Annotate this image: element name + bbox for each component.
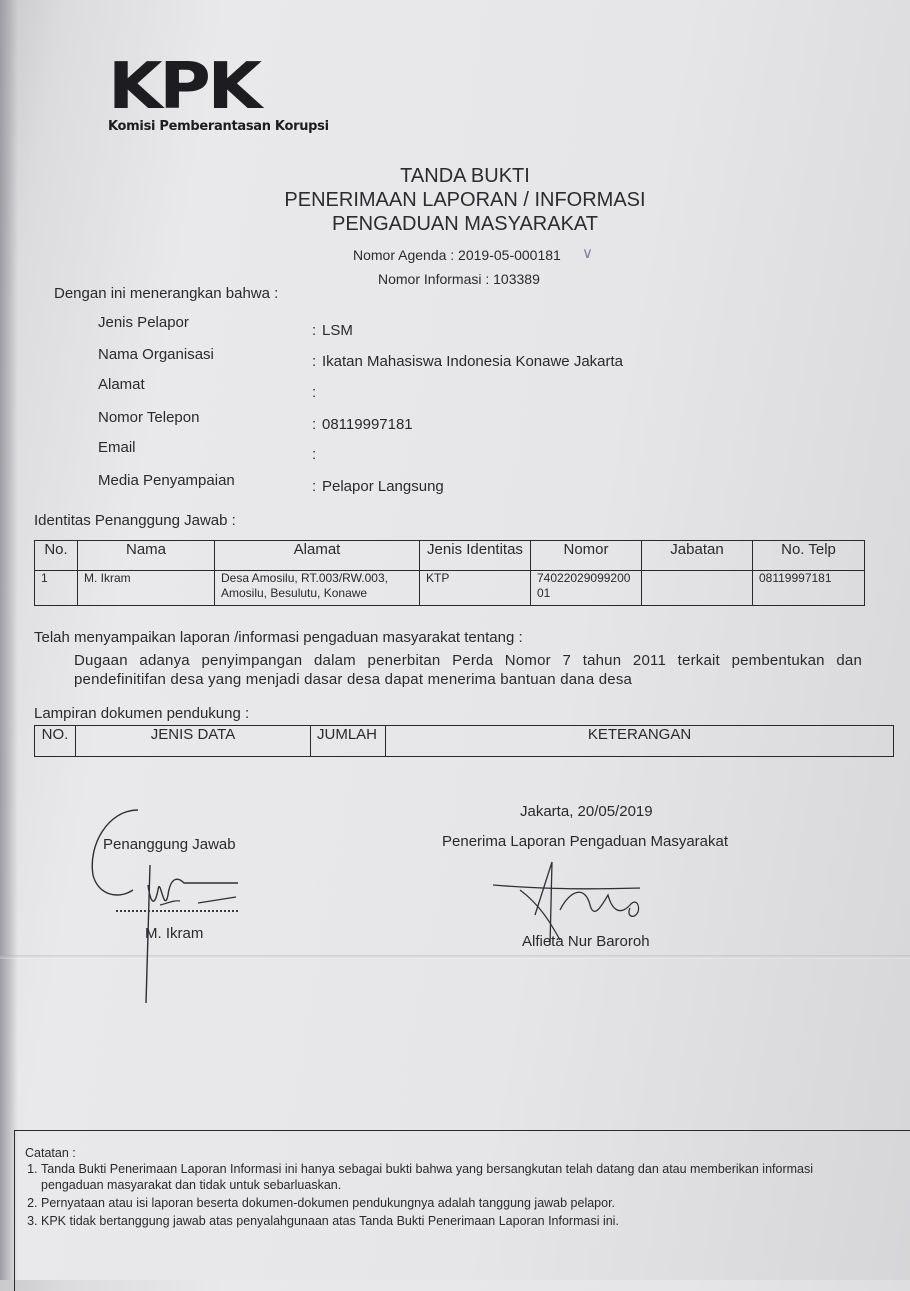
colon: : (312, 353, 317, 370)
logo-agency-name: Komisi Pemberantasan Korupsi (108, 119, 329, 134)
col-header: Alamat (215, 541, 420, 571)
notes-content (25, 1145, 875, 1231)
report-subject: Dugaan adanya penyimpangan dalam penerbitan Perda Nomor 7 tahun 2011 terkait pembentukan dan pendefinitifan desa yang menjadi dasar desa dapat menerima bantuan dana desa (74, 652, 862, 688)
cell-nomor-line2: 01 (537, 586, 551, 600)
signature-name-left: M. Ikram (145, 925, 204, 942)
handwritten-check-icon: ∨ (582, 245, 593, 262)
kpk-logo (108, 50, 329, 134)
cell-nomor-line1: 74022029099200 (537, 571, 631, 585)
cell-no-telp: 08119997181 (753, 571, 865, 606)
col-header: No. (35, 541, 78, 571)
cell-no: 1 (35, 571, 78, 606)
col-header: No. Telp (753, 541, 865, 571)
colon: : (312, 416, 317, 433)
col-header: NO. (35, 726, 76, 757)
nomor-agenda: Nomor Agenda : 2019-05-000181 (353, 247, 561, 263)
cell-nomor (531, 571, 642, 606)
colon: : (312, 384, 317, 401)
label-email: Email (98, 439, 136, 456)
col-header: Nomor (531, 541, 642, 571)
signature-responsible-icon (88, 805, 248, 1005)
table-header-row (35, 726, 894, 757)
note-item: 2. Pernyataan atau isi laporan beserta dokumen-dokumen pendukungnya adalah tanggung jawab pelapor. (41, 1195, 875, 1211)
value-media-penyampaian: Pelapor Langsung (322, 478, 444, 495)
col-header: Jabatan (642, 541, 753, 571)
value-jenis-pelapor: LSM (322, 322, 353, 339)
place-date: Jakarta, 20/05/2019 (520, 803, 653, 820)
cell-jabatan (642, 571, 753, 606)
notes-list (25, 1161, 875, 1229)
signature-title-left: Penanggung Jawab (103, 836, 236, 853)
note-item: 1. Tanda Bukti Penerimaan Laporan Informasi ini hanya sebagai bukti bahwa yang bersangkutan telah datang dan atau memberikan informasi pengaduan masyarakat dan tidak untuk sebarluaskan. (41, 1161, 875, 1193)
value-nomor-telepon: 08119997181 (322, 416, 413, 433)
signature-name-right: Alfieta Nur Baroroh (522, 933, 650, 950)
document-title-line2: PENERIMAAN LAPORAN / INFORMASI (284, 189, 646, 211)
document-title-line1: TANDA BUKTI (400, 165, 530, 187)
colon: : (312, 478, 317, 495)
col-header: JENIS DATA (76, 726, 311, 757)
signature-line (116, 910, 238, 912)
label-media-penyampaian: Media Penyampaian (98, 472, 235, 489)
report-heading: Telah menyampaikan laporan /informasi pengaduan masyarakat tentang : (34, 629, 523, 646)
notes-box (14, 1130, 910, 1291)
responsible-heading: Identitas Penanggung Jawab : (34, 512, 236, 529)
intro-text: Dengan ini menerangkan bahwa : (54, 285, 279, 302)
col-header: KETERANGAN (386, 726, 894, 757)
cell-nama: M. Ikram (78, 571, 215, 606)
label-nomor-telepon: Nomor Telepon (98, 409, 200, 426)
table-row (35, 571, 865, 606)
cell-alamat-line2: Amosilu, Besulutu, Konawe (221, 586, 368, 600)
notes-heading: Catatan : (25, 1146, 76, 1160)
col-header: Nama (78, 541, 215, 571)
label-nama-organisasi: Nama Organisasi (98, 346, 214, 363)
attachments-table (34, 725, 894, 757)
logo-mark: KPK (108, 50, 259, 124)
colon: : (312, 446, 317, 463)
attachments-heading: Lampiran dokumen pendukung : (34, 705, 250, 722)
note-item: 3. KPK tidak bertanggung jawab atas penyalahgunaan atas Tanda Bukti Penerimaan Laporan Informasi ini. (41, 1213, 875, 1229)
responsible-table (34, 540, 865, 606)
document-title-line3: PENGADUAN MASYARAKAT (332, 213, 598, 235)
col-header: JUMLAH (311, 726, 386, 757)
signature-title-right: Penerima Laporan Pengaduan Masyarakat (442, 833, 729, 850)
col-header: Jenis Identitas (420, 541, 531, 571)
label-jenis-pelapor: Jenis Pelapor (98, 314, 189, 331)
cell-alamat-line1: Desa Amosilu, RT.003/RW.003, (221, 571, 388, 585)
table-header-row (35, 541, 865, 571)
nomor-informasi: Nomor Informasi : 103389 (378, 271, 540, 287)
label-alamat: Alamat (98, 376, 145, 393)
cell-jenis-identitas: KTP (420, 571, 531, 606)
value-nama-organisasi: Ikatan Mahasiswa Indonesia Konawe Jakarta (322, 353, 624, 370)
colon: : (312, 322, 317, 339)
cell-alamat (215, 571, 420, 606)
